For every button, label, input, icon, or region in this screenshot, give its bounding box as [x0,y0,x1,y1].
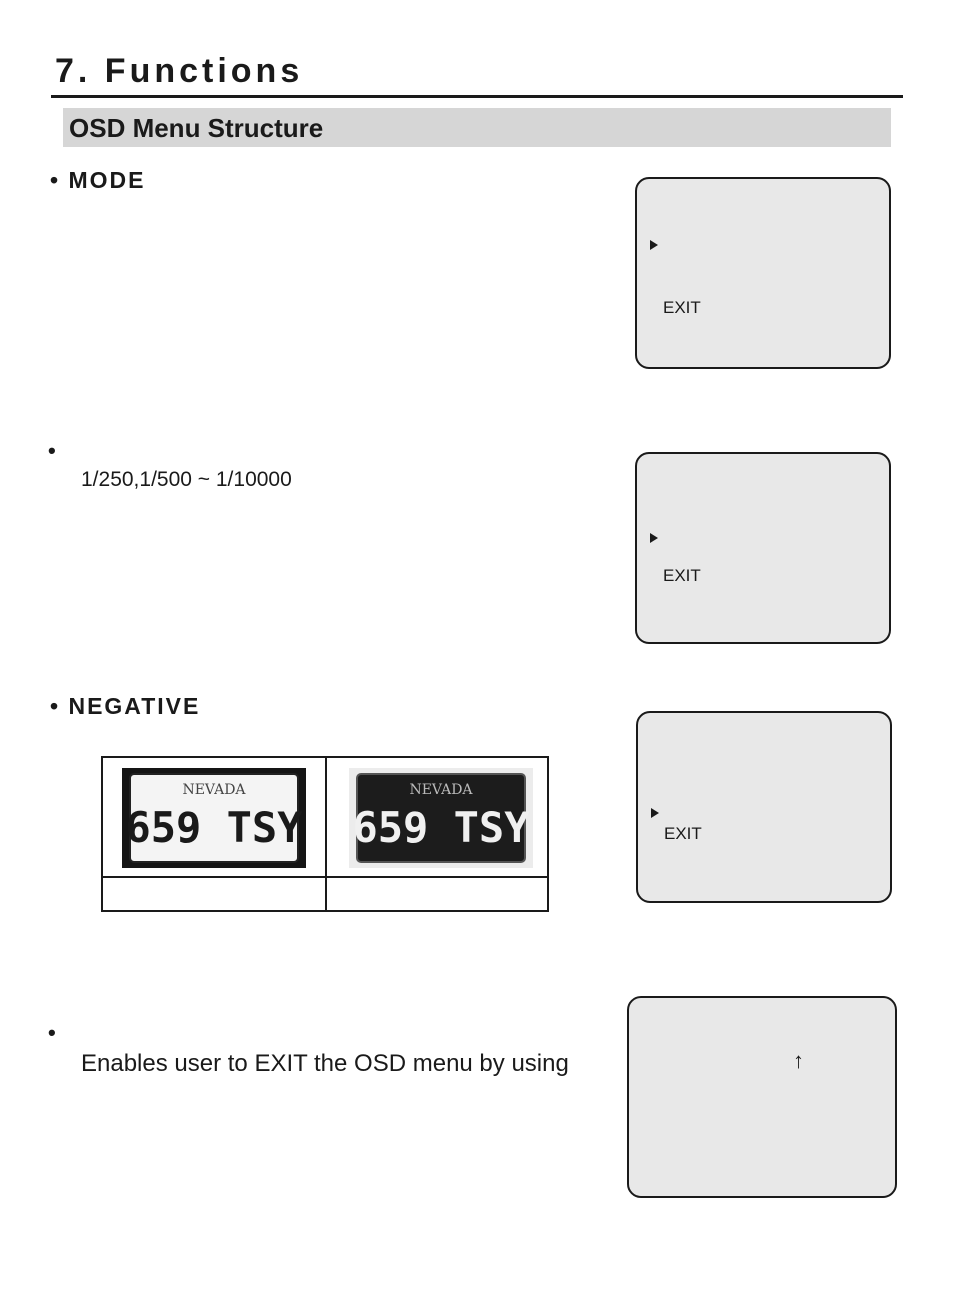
section-title: OSD Menu Structure [69,113,324,143]
osd-shutter-exit-item[interactable]: EXIT [663,566,701,585]
osd-shutter-menu [635,452,891,644]
osd-negative-menu [636,711,892,903]
normal-plate-state-text: NEVADA [182,782,246,798]
negative-plate-image [349,768,533,868]
negative-heading [50,693,200,720]
negative-comparison-table [101,756,549,912]
chapter-title: 7. Functions [55,52,304,90]
up-arrow-icon: ↑ [793,1048,804,1073]
exit-description-text: Enables user to EXIT the OSD menu by using [81,1050,569,1077]
negative-plate-number-text: 659 TSY [352,803,530,852]
normal-plate-number-text: 659 TSY [125,803,303,852]
section-bar [63,108,891,147]
negative-bullet: • [50,693,61,719]
negative-plate-state-text: NEVADA [409,782,473,798]
osd-mode-menu [635,177,891,369]
mode-heading-label: MODE [68,167,146,193]
menu-cursor-icon [650,240,658,250]
menu-cursor-icon [651,808,659,818]
menu-cursor-icon [650,533,658,543]
shutter-bullet: • [48,438,56,463]
normal-plate-image [122,768,306,868]
negative-heading-label: NEGATIVE [68,693,201,719]
exit-bullet: • [48,1020,56,1045]
mode-bullet: • [50,167,61,193]
shutter-range-text: 1/250,1/500 ~ 1/10000 [81,468,292,491]
title-rule [51,95,903,98]
mode-heading [50,167,145,194]
osd-negative-exit-item[interactable]: EXIT [664,824,702,843]
osd-mode-exit-item[interactable]: EXIT [663,298,701,317]
osd-exit-menu [627,996,897,1198]
